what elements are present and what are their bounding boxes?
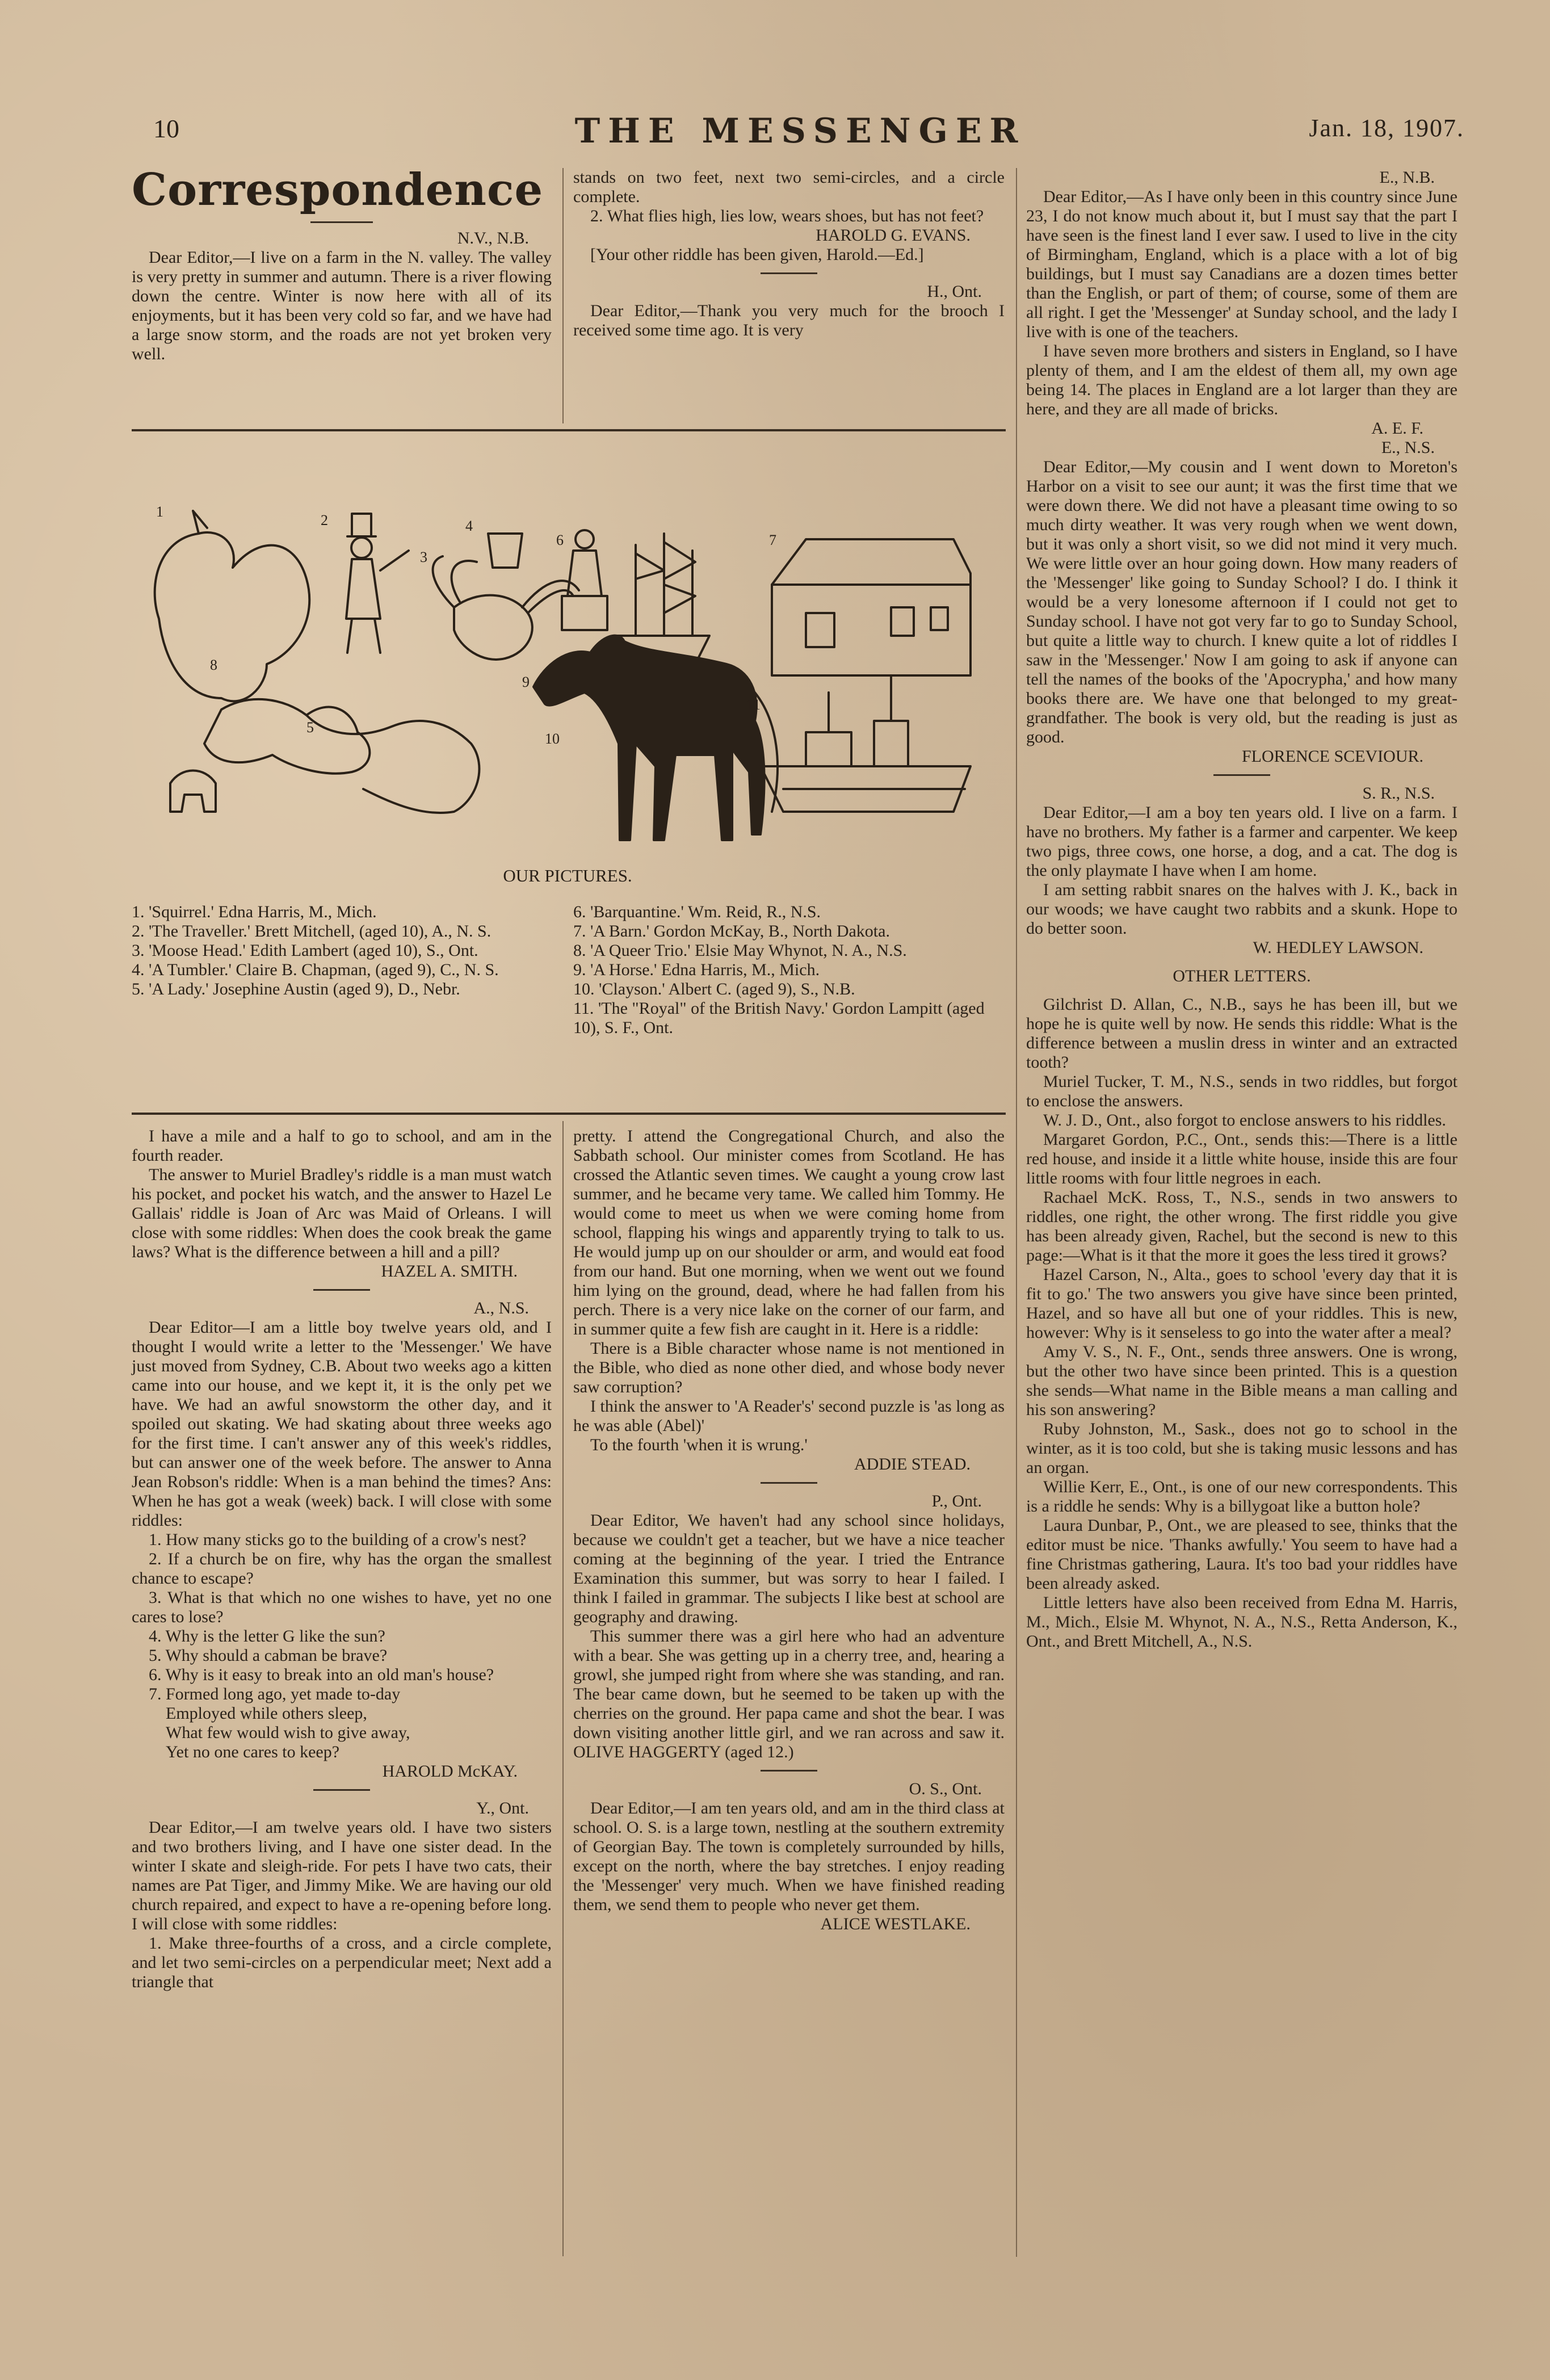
picture-credit: 8. 'A Queer Trio.' Elsie May Whynot, N. A., N.S. bbox=[573, 941, 907, 960]
tumbler-drawing bbox=[488, 534, 522, 568]
letter-paragraph: This summer there was a girl here who had an adventure with a bear. She was getting up in a cherry tree, and, hearing a growl, she jumped right from where she was standing, and ran. The bear came down, but he seemed to be taken up with the cherries on the ground. Her papa came and shot the bear. I was down visiting another little girl, and we ran across and saw it. OLIVE HAGGERTY (aged 12.) bbox=[573, 1627, 1005, 1761]
letter-location: H., Ont. bbox=[927, 282, 982, 301]
letter-paragraph: 6. Why is it easy to break into an old man's house? bbox=[149, 1665, 494, 1684]
letter-paragraph: Dear Editor,—I am ten years old, and am in the third class at school. O. S. is a large town, nestling at the southern extremity of Georgian Bay. The town is completely surrounded by hills, except on the north, where the bay stretches. I enjoy reading the 'Messenger' very much. When we have finished reading them, we send them to people who never get them. bbox=[573, 1799, 1005, 1914]
letter-paragraph: Dear Editor,—My cousin and I went down to Moreton's Harbor on a visit to see our aunt; it was the first time that we were down there. We did not have a pleasant time owing to so much dirty weather. It was very rough when we went down, but it was only a short visit, so we did not mind it very much. We were little over an hour going down. How many readers of the 'Messenger' like going to Sunday School? I do. I think it would be a very lonesome afternoon if I could not get to Sunday school. I have not got very far to go to Sunday School, but quite a little way to church. I knew quite a lot of riddles I saw in the 'Messenger.' Now I am going to ask if anyone can tell the names of the books of the 'Apocrypha,' and how many books there are. We have one that belonged to my great-grandfather. The book is very old, but the reading is just as good. bbox=[1026, 457, 1457, 746]
pictures-list-left bbox=[132, 903, 552, 999]
picture-credit: 4. 'A Tumbler.' Claire B. Chapman, (aged 9), C., N. S. bbox=[132, 960, 499, 979]
picture-credit: 1. 'Squirrel.' Edna Harris, M., Mich. bbox=[132, 903, 377, 921]
squirrel-drawing bbox=[155, 532, 310, 701]
letter-paragraph: Dear Editor—I am a little boy twelve years old, and I thought I would write a letter to the 'Messenger.' We have just moved from Sydney, C.B. About two weeks ago a kitten came into our house, and we kept it, it is the only pet we have. We had an awful snowstorm the other day, and it spoiled out skating. We had skating about three weeks ago for the first time. I can't answer any of this week's riddles, but can answer one of the week before. The answer to Anna Jean Robson's riddle: When is a man behind the times? Ans: When he has got a weak (week) back. I will close with some riddles: bbox=[132, 1318, 552, 1530]
paper-name: THE MESSENGER bbox=[574, 111, 1026, 151]
figure-number: 7 bbox=[769, 532, 776, 548]
barquantine-drawing bbox=[613, 534, 709, 658]
traveller-drawing bbox=[346, 514, 409, 653]
figure-number: 3 bbox=[420, 549, 427, 565]
letter-paragraph: I have a mile and a half to go to school, and am in the fourth reader. bbox=[132, 1127, 552, 1165]
letter-paragraph: Little letters have also been received from Edna M. Harris, M., Mich., Elsie M. Whynot, N. A., N.S., Retta Anderson, K., Ont., and Brett Mitchell, A., N.S. bbox=[1026, 1593, 1457, 1651]
divider bbox=[761, 272, 817, 274]
figure-number: 10 bbox=[545, 731, 560, 747]
barn-drawing bbox=[772, 539, 971, 675]
letter-location: E., N.B. bbox=[1379, 168, 1435, 187]
letter-location: O. S., Ont. bbox=[909, 1779, 982, 1798]
poem-line: Employed while others sleep, bbox=[166, 1704, 367, 1723]
letter-paragraph: Muriel Tucker, T. M., N.S., sends in two riddles, but forgot to enclose the answers. bbox=[1026, 1072, 1457, 1110]
picture-credit: 10. 'Clayson.' Albert C. (aged 9), S., N.B. bbox=[573, 980, 855, 998]
picture-credit: 3. 'Moose Head.' Edith Lambert (aged 10), S., Ont. bbox=[132, 941, 478, 960]
figure-number: 11 bbox=[746, 696, 761, 713]
letter-signature: HAZEL A. SMITH. bbox=[381, 1262, 518, 1281]
letter-paragraph: pretty. I attend the Congregational Church, and also the Sabbath school. Our minister comes from Scotland. He has crossed the Atlantic seven times. We caught a young crow last summer, and he became very tame. We called him Tommy. He would come to meet us when we were coming home from school, flapping his wings and apparently trying to talk to us. He would jump up on our shoulder or arm, and would eat food from our hand. But one morning, when we went out we found him lying on the ground, dead, where he had fallen from his perch. There is a very nice lake on the corner of our farm, and in summer quite a few fish are caught in it. Here is a riddle: bbox=[573, 1127, 1005, 1338]
section-title: Correspondence bbox=[132, 164, 544, 216]
pictures-caption: OUR PICTURES. bbox=[503, 866, 632, 885]
letter-paragraph: The answer to Muriel Bradley's riddle is a man must watch his pocket, and pocket his watch, and the answer to Hazel Le Gallais' riddle is Joan of Arc was Maid of Orleans. I will close with some riddles: When does the cook break the game laws? What is the difference between a hill and a pill? bbox=[132, 1165, 552, 1261]
letter-paragraph: Dear Editor, We haven't had any school since holidays, because we couldn't get a teacher, but we have a nice teacher coming at the beginning of the year. I tried the Entrance Examination this summer, but was sorry to hear I failed. I think I failed in grammar. The subjects I like best at school are geography and drawing. bbox=[573, 1511, 1005, 1626]
letter-signature: ALICE WESTLAKE. bbox=[820, 1915, 971, 1933]
column-divider bbox=[1016, 168, 1017, 2257]
children-drawings-illustration bbox=[136, 448, 976, 857]
divider bbox=[761, 1770, 817, 1772]
letter-signature: HAROLD McKAY. bbox=[382, 1762, 518, 1781]
figure-number: 2 bbox=[321, 512, 328, 528]
letter-paragraph: 2. What flies high, lies low, wears shoes, but has not feet? bbox=[590, 207, 984, 225]
picture-credit: 5. 'A Lady.' Josephine Austin (aged 9), D., Nebr. bbox=[132, 980, 460, 998]
letter-paragraph: Dear Editor,—I am a boy ten years old. I live on a farm. I have no brothers. My father is a farmer and carpenter. We keep two pigs, three cows, one horse, a dog, and a cat. The dog is the only playmate I have when I am home. bbox=[1026, 803, 1457, 880]
letter-location: N.V., N.B. bbox=[457, 229, 529, 247]
letter-location: Y., Ont. bbox=[476, 1799, 529, 1817]
letter-paragraph: Hazel Carson, N., Alta., goes to school 'every day that it is fit to go.' The two answers you give have since been printed, Hazel, and so have all but one of your riddles. This is new, however: Why is it senseless to go into the water after a meal? bbox=[1026, 1265, 1457, 1342]
letter-paragraph: Dear Editor,—I live on a farm in the N. valley. The valley is very pretty in summer and autumn. There is a river flowing down the centre. Winter is now here with all of its enjoyments, but it has been very cold so far, and we have had a large snow storm, and the roads are not yet broken very well. bbox=[132, 248, 552, 363]
letter-paragraph: I think the answer to 'A Reader's' second puzzle is 'as long as he was able (Abel)' bbox=[573, 1397, 1005, 1435]
picture-credit: 11. 'The "Royal" of the British Navy.' Gordon Lampitt (aged 10), S. F., Ont. bbox=[573, 999, 985, 1037]
letter-paragraph: 1. How many sticks go to the building of a crow's nest? bbox=[149, 1530, 527, 1549]
column-bottom-middle bbox=[573, 1127, 1005, 1934]
figure-number: 1 bbox=[156, 503, 163, 520]
letter-signature: ADDIE STEAD. bbox=[854, 1455, 971, 1474]
letter-paragraph: I am setting rabbit snares on the halves with J. K., back in our woods; we have caught two rabbits and a skunk. Hope to do better soon. bbox=[1026, 880, 1457, 938]
column-top-middle bbox=[573, 168, 1005, 340]
letter-paragraph: Laura Dunbar, P., Ont., we are pleased to see, thinks that the editor must be nice. 'Thanks awfully.' You seem to have had a fine Christmas gathering, Laura. It's too bad your riddles have been already asked. bbox=[1026, 1516, 1457, 1593]
divider bbox=[761, 1482, 817, 1484]
figure-number: 4 bbox=[465, 518, 473, 534]
letter-paragraph: I have seven more brothers and sisters in England, so I have plenty of them, and I am the eldest of them all, my own age being 14. The places in England are a lot larger than they are here, and they are all made of bricks. bbox=[1026, 342, 1457, 418]
poem-line: What few would wish to give away, bbox=[166, 1723, 410, 1742]
letter-paragraph: Dear Editor,—I am twelve years old. I have two sisters and two brothers living, and I have one sister dead. In the winter I skate and sleigh-ride. For pets I have two cats, their names are Pat Tiger, and Jimmy Mike. We are having our old church repaired, and expect to have a re-opening before long. I will close with some riddles: bbox=[132, 1818, 552, 1933]
letter-location: S. R., N.S. bbox=[1362, 784, 1435, 803]
divider bbox=[313, 1789, 370, 1791]
letter-paragraph: Gilchrist D. Allan, C., N.B., says he has been ill, but we hope he is quite well by now. He sends this riddle: What is the difference between a muslin dress in winter and an extracted tooth? bbox=[1026, 995, 1457, 1072]
letter-signature: HAROLD G. EVANS. bbox=[816, 226, 971, 245]
letter-signature: A. E. F. bbox=[1371, 419, 1423, 438]
letter-paragraph: Rachael McK. Ross, T., N.S., sends in two answers to riddles, one right, the other wrong. The first riddle you give has been already given, Rachel, but the second is new to this page:—What is it that the more it goes the less tired it grows? bbox=[1026, 1188, 1457, 1265]
letter-paragraph: Margaret Gordon, P.C., Ont., sends this:—There is a little red house, and inside it a little white house, inside this are four little rooms with four little negroes in each. bbox=[1026, 1130, 1457, 1187]
column-divider bbox=[562, 1121, 564, 2256]
picture-credit: 9. 'A Horse.' Edna Harris, M., Mich. bbox=[573, 960, 820, 979]
letter-paragraph: W. J. D., Ont., also forgot to enclose answers to his riddles. bbox=[1043, 1111, 1446, 1130]
divider bbox=[313, 1289, 370, 1291]
letter-paragraph: There is a Bible character whose name is not mentioned in the Bible, who died as none other died, and whose body never saw corruption? bbox=[573, 1339, 1005, 1396]
letter-paragraph: 2. If a church be on fire, why has the organ the smallest chance to escape? bbox=[132, 1550, 552, 1588]
picture-credit: 2. 'The Traveller.' Brett Mitchell, (aged 10), A., N. S. bbox=[132, 922, 492, 941]
letter-paragraph: To the fourth 'when it is wrung.' bbox=[590, 1435, 808, 1454]
masthead bbox=[153, 111, 1464, 153]
letter-paragraph: stands on two feet, next two semi-circles, and a circle complete. bbox=[573, 168, 1005, 206]
divider bbox=[1213, 774, 1270, 776]
column-divider bbox=[562, 168, 564, 423]
letter-paragraph: 1. Make three-fourths of a cross, and a circle complete, and let two semi-circles on a perpendicular meet; Next add a triangle that bbox=[132, 1934, 552, 1991]
picture-credit: 7. 'A Barn.' Gordon McKay, B., North Dakota. bbox=[573, 922, 890, 941]
letter-location: E., N.S. bbox=[1381, 438, 1435, 457]
letter-location: A., N.S. bbox=[473, 1299, 529, 1317]
horse-drawing bbox=[534, 636, 765, 840]
section-rule bbox=[132, 1113, 1006, 1115]
letter-paragraph: Dear Editor,—Thank you very much for the brooch I received some time ago. It is very bbox=[573, 301, 1005, 339]
picture-credit: 6. 'Barquantine.' Wm. Reid, R., N.S. bbox=[573, 903, 821, 921]
letter-paragraph: 7. Formed long ago, yet made to-day bbox=[149, 1685, 401, 1703]
letter-paragraph: Ruby Johnston, M., Sask., does not go to school in the winter, as it is too cold, but she is taking music lessons and has an organ. bbox=[1026, 1420, 1457, 1477]
moose-head-drawing bbox=[433, 556, 579, 660]
column-bottom-left bbox=[132, 1127, 552, 1992]
figure-number: 6 bbox=[556, 532, 564, 548]
figure-number: 8 bbox=[210, 657, 217, 673]
royal-navy-ship-drawing bbox=[761, 675, 971, 812]
figure-number: 9 bbox=[522, 674, 530, 690]
divider bbox=[310, 221, 373, 223]
poem-line: Yet no one cares to keep? bbox=[166, 1743, 340, 1761]
letter-paragraph: 3. What is that which no one wishes to have, yet no one cares to lose? bbox=[132, 1588, 552, 1626]
column-right bbox=[1026, 168, 1457, 1651]
section-heading: OTHER LETTERS. bbox=[1173, 967, 1311, 985]
letter-signature: W. HEDLEY LAWSON. bbox=[1253, 938, 1423, 957]
queer-trio-drawing bbox=[204, 699, 369, 774]
figure-number: 5 bbox=[306, 719, 314, 736]
letter-paragraph: Willie Kerr, E., Ont., is one of our new correspondents. This is a riddle he sends: Why is a billygoat like a button hole? bbox=[1026, 1477, 1457, 1516]
letter-paragraph: [Your other riddle has been given, Harold.—Ed.] bbox=[590, 245, 924, 264]
section-rule bbox=[132, 429, 1006, 431]
lady-drawing bbox=[562, 530, 607, 630]
issue-date: Jan. 18, 1907. bbox=[1309, 114, 1464, 142]
letter-paragraph: 4. Why is the letter G like the sun? bbox=[149, 1627, 385, 1646]
letter-signature: FLORENCE SCEVIOUR. bbox=[1241, 747, 1423, 766]
letter-paragraph: Dear Editor,—As I have only been in this country since June 23, I do not know much about it, but I must say that the part I have seen is the finest land I ever saw. I used to live in the city of Birmingham, England, which is a place with a lot of big buildings, but I must say Canadians are a dozen times better than the English, or part of them; of course, some of them are all right. I get the 'Messenger' at Sunday school, and the lady I live with is one of the teachers. bbox=[1026, 187, 1457, 341]
letter-paragraph: 5. Why should a cabman be brave? bbox=[149, 1646, 388, 1665]
column-top-left bbox=[132, 165, 552, 364]
page-number: 10 bbox=[153, 114, 179, 143]
pictures-list-right bbox=[573, 903, 1005, 1038]
letter-paragraph: Amy V. S., N. F., Ont., sends three answers. One is wrong, but the other two have since been printed. This is a question she sends—What name in the Bible means a man calling and his son answering? bbox=[1026, 1342, 1457, 1419]
letter-location: P., Ont. bbox=[931, 1492, 982, 1510]
